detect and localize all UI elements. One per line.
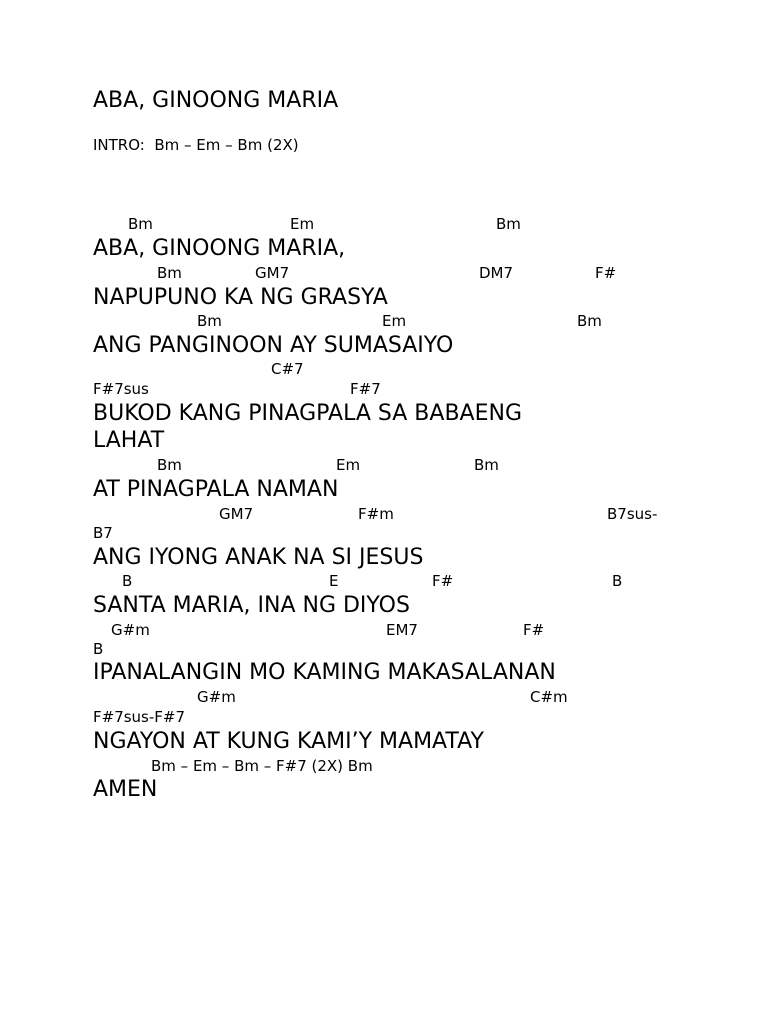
chord: Bm – Em – Bm – F#7 (2X) Bm (151, 757, 373, 775)
lyric-line: SANTA MARIA, INA NG DIYOS (93, 593, 410, 618)
song-title: ABA, GINOONG MARIA (93, 88, 339, 113)
chord: G#m (197, 688, 236, 706)
chord: Bm (577, 312, 602, 330)
lyric-line: IPANALANGIN MO KAMING MAKASALANAN (93, 660, 556, 685)
chord: Bm (496, 215, 521, 233)
chord: GM7 (219, 505, 254, 523)
chord: Bm (157, 456, 182, 474)
lyric-line: LAHAT (93, 428, 165, 453)
lyric-line: NGAYON AT KUNG KAMI’Y MAMATAY (93, 729, 484, 754)
lyric-line: ANG PANGINOON AY SUMASAIYO (93, 333, 454, 358)
chord: C#m (530, 688, 568, 706)
chord: Em (382, 312, 407, 330)
lyric-line: ANG IYONG ANAK NA SI JESUS (93, 545, 424, 570)
chord: F#7sus (93, 380, 149, 398)
chord: F# (432, 572, 454, 590)
chord: B (612, 572, 623, 590)
lyric-line: ABA, GINOONG MARIA, (93, 236, 346, 261)
chord: EM7 (386, 621, 418, 639)
chord: B7 (93, 524, 113, 542)
chord: Em (290, 215, 315, 233)
chord: F# (523, 621, 545, 639)
chord: Bm (474, 456, 499, 474)
chord: F#m (358, 505, 394, 523)
chord: Em (336, 456, 361, 474)
chord: GM7 (255, 264, 290, 282)
chord: F# (595, 264, 617, 282)
chord: B (93, 640, 104, 658)
chord: F#7 (350, 380, 381, 398)
chord: B7sus- (607, 505, 658, 523)
chord: DM7 (479, 264, 514, 282)
chord: Bm (157, 264, 182, 282)
intro-line: INTRO: Bm – Em – Bm (2X) (93, 136, 299, 154)
chord: E (329, 572, 339, 590)
lyric-line: AMEN (93, 777, 158, 802)
chord: B (122, 572, 133, 590)
chord: C#7 (271, 360, 304, 378)
chord: Bm (197, 312, 222, 330)
lyric-line: AT PINAGPALA NAMAN (93, 477, 339, 502)
chord: Bm (128, 215, 153, 233)
chord: G#m (111, 621, 150, 639)
lyric-line: NAPUPUNO KA NG GRASYA (93, 285, 388, 310)
chord: F#7sus-F#7 (93, 708, 186, 726)
lyric-line: BUKOD KANG PINAGPALA SA BABAENG (93, 401, 522, 426)
